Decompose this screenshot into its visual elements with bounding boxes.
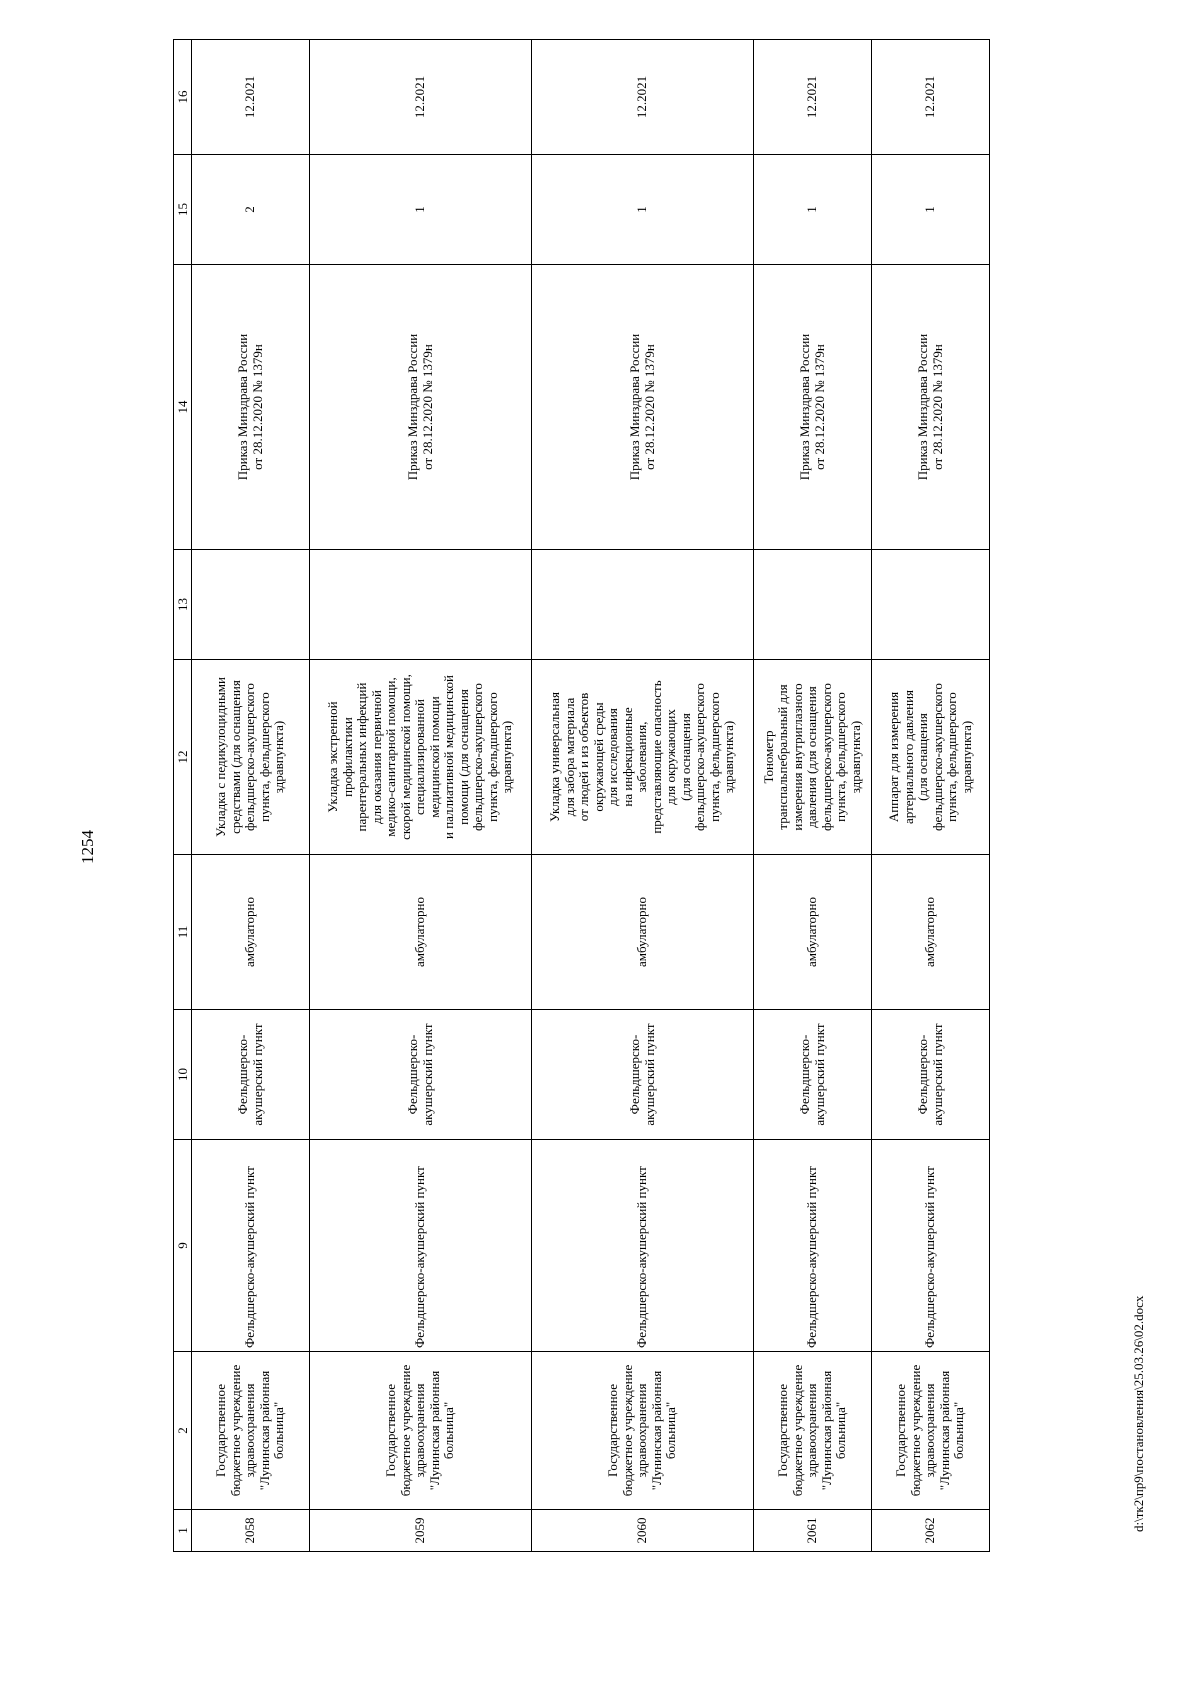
column-13-cell (192, 550, 310, 660)
unit-type-text: Фельдшерско- акушерский пункт (627, 1023, 657, 1126)
quantity-cell: 2 (192, 155, 310, 265)
quantity-cell: 1 (872, 155, 990, 265)
column-header: 1 (174, 1510, 192, 1552)
row-number: 2059 (310, 1510, 532, 1552)
organization-cell (532, 1352, 754, 1510)
column-header: 12 (174, 660, 192, 855)
column-header: 2 (174, 1352, 192, 1510)
column-header: 16 (174, 40, 192, 155)
care-mode-cell: амбулаторно (754, 855, 872, 1010)
column-13-cell (872, 550, 990, 660)
subdivision-cell: Фельдшерско-акушерский пункт (754, 1140, 872, 1352)
care-mode-cell: амбулаторно (192, 855, 310, 1010)
row-number: 2060 (532, 1510, 754, 1552)
equipment-cell (532, 660, 754, 855)
column-header: 9 (174, 1140, 192, 1352)
equipment-text: Укладка экстренной профилактики парентеральных инфекций для оказания первичной медико-санитарной помощи, скорой медицинской помощи, специализированной медицинской помощи и паллиативной медицинской помощи (для оснащения фельдшерско-акушерского пункта, фельдшерского здравпункта) (325, 674, 515, 840)
column-13-cell (532, 550, 754, 660)
column-header: 15 (174, 155, 192, 265)
subdivision-cell: Фельдшерско-акушерский пункт (872, 1140, 990, 1352)
table-row (872, 40, 990, 1552)
order-text: Приказ Минздрава России от 28.12.2020 № 1379н (627, 333, 657, 481)
row-number: 2062 (872, 1510, 990, 1552)
order-text: Приказ Минздрава России от 28.12.2020 № 1379н (915, 333, 945, 481)
equipment-text: Укладка универсальная для забора материала от людей и из объектов окружающей среды для исследования на инфекционные заболевания, представляющие опасность для окружающих (для оснащения фельдшерско-акушерского пункта, фельдшерского здравпункта) (547, 680, 737, 834)
column-header: 14 (174, 265, 192, 550)
quantity-cell: 1 (532, 155, 754, 265)
equipment-text: Укладка с педикулоцидными средствами (для оснащения фельдшерско-акушерского пункта, фельдшерского здравпункта) (213, 677, 287, 837)
organization-text: Государственное бюджетное учреждение здравоохранения "Лунинская районная больница" (213, 1364, 287, 1497)
equipment-table (173, 39, 990, 1552)
unit-type-cell (310, 1010, 532, 1140)
order-text: Приказ Минздрава России от 28.12.2020 № 1379н (405, 333, 435, 481)
order-cell (310, 265, 532, 550)
row-number: 2058 (192, 1510, 310, 1552)
equipment-cell (754, 660, 872, 855)
order-cell (872, 265, 990, 550)
care-mode-cell: амбулаторно (310, 855, 532, 1010)
equipment-cell (310, 660, 532, 855)
unit-type-cell (754, 1010, 872, 1140)
subdivision-cell: Фельдшерско-акушерский пункт (192, 1140, 310, 1352)
date-cell: 12.2021 (532, 40, 754, 155)
equipment-text: Аппарат для измерения артериального давления (для оснащения фельдшерско-акушерского пункта, фельдшерского здравпункта) (886, 683, 974, 831)
table-row (310, 40, 532, 1552)
table-row (754, 40, 872, 1552)
organization-text: Государственное бюджетное учреждение здравоохранения "Лунинская районная больница" (775, 1364, 849, 1497)
order-cell (754, 265, 872, 550)
subdivision-cell: Фельдшерско-акушерский пункт (310, 1140, 532, 1352)
organization-text: Государственное бюджетное учреждение здравоохранения "Лунинская районная больница" (893, 1364, 967, 1497)
unit-type-text: Фельдшерско- акушерский пункт (797, 1023, 827, 1126)
order-cell (192, 265, 310, 550)
organization-cell (754, 1352, 872, 1510)
date-cell: 12.2021 (872, 40, 990, 155)
quantity-cell: 1 (754, 155, 872, 265)
header-row (174, 40, 192, 1552)
page-number: 1254 (78, 830, 97, 864)
column-header: 11 (174, 855, 192, 1010)
care-mode-cell: амбулаторно (872, 855, 990, 1010)
equipment-text: Тонометр транспальпебральный для измерения внутриглазного давления (для оснащения фельдшерско-акушерского пункта, фельдшерского здравпункта) (760, 683, 863, 831)
date-cell: 12.2021 (310, 40, 532, 155)
quantity-cell: 1 (310, 155, 532, 265)
column-header: 10 (174, 1010, 192, 1140)
subdivision-cell: Фельдшерско-акушерский пункт (532, 1140, 754, 1352)
column-13-cell (754, 550, 872, 660)
organization-cell (192, 1352, 310, 1510)
organization-text: Государственное бюджетное учреждение здравоохранения "Лунинская районная больница" (383, 1364, 457, 1497)
row-number: 2061 (754, 1510, 872, 1552)
column-header: 13 (174, 550, 192, 660)
equipment-cell (192, 660, 310, 855)
unit-type-cell (872, 1010, 990, 1140)
equipment-cell (872, 660, 990, 855)
order-text: Приказ Минздрава России от 28.12.2020 № 1379н (797, 333, 827, 481)
table-row (532, 40, 754, 1552)
date-cell: 12.2021 (192, 40, 310, 155)
order-cell (532, 265, 754, 550)
date-cell: 12.2021 (754, 40, 872, 155)
unit-type-cell (532, 1010, 754, 1140)
column-13-cell (310, 550, 532, 660)
organization-cell (310, 1352, 532, 1510)
care-mode-cell: амбулаторно (532, 855, 754, 1010)
order-text: Приказ Минздрава России от 28.12.2020 № 1379н (235, 333, 265, 481)
table-row (192, 40, 310, 1552)
unit-type-text: Фельдшерско- акушерский пункт (915, 1023, 945, 1126)
organization-cell (872, 1352, 990, 1510)
unit-type-cell (192, 1010, 310, 1140)
unit-type-text: Фельдшерско- акушерский пункт (405, 1023, 435, 1126)
file-path-footer: d:\тк2\пр9\постановления\25.03.26\02.docx (1131, 1295, 1146, 1532)
organization-text: Государственное бюджетное учреждение здравоохранения "Лунинская районная больница" (605, 1364, 679, 1497)
unit-type-text: Фельдшерско- акушерский пункт (235, 1023, 265, 1126)
